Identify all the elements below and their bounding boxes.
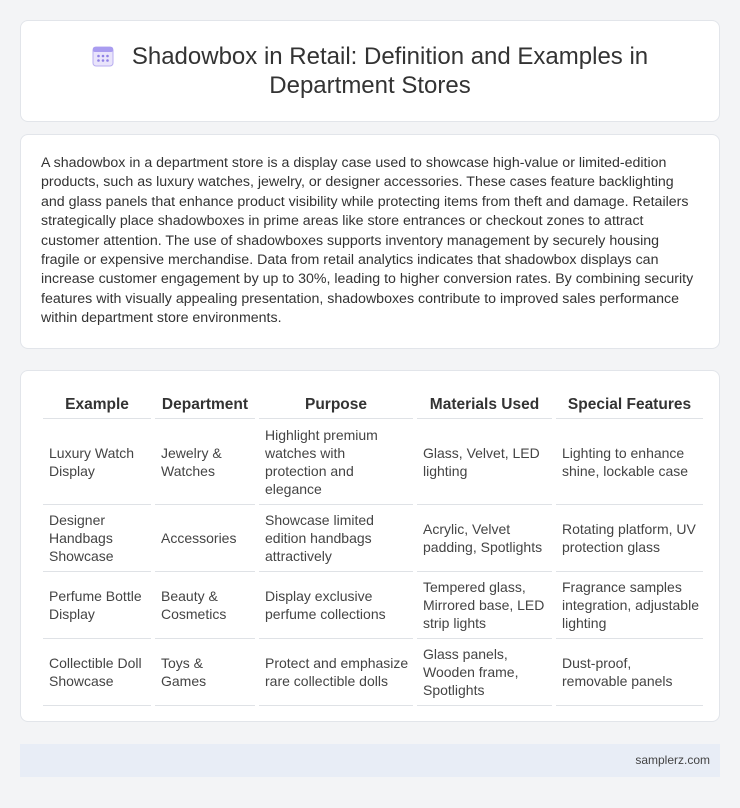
table-cell: Display exclusive perfume collections: [259, 572, 413, 639]
table-row: [43, 639, 703, 706]
column-header: Special Features: [556, 389, 703, 419]
table-cell: Perfume Bottle Display: [43, 572, 151, 639]
table-cell: Designer Handbags Showcase: [43, 505, 151, 572]
table-row: [43, 572, 703, 639]
table-cell: Glass, Velvet, LED lighting: [417, 419, 552, 505]
calendar-icon: [92, 45, 114, 67]
page-title-text: Shadowbox in Retail: Definition and Examples in Department Stores: [131, 43, 649, 99]
examples-table: [39, 389, 707, 706]
table-cell: Lighting to enhance shine, lockable case: [556, 419, 703, 505]
table-cell: Showcase limited edition handbags attractively: [259, 505, 413, 572]
description-card: [20, 134, 720, 349]
table-header-row: [43, 389, 703, 419]
table-cell: Collectible Doll Showcase: [43, 639, 151, 706]
table-cell: Dust-proof, removable panels: [556, 639, 703, 706]
table-cell: Fragrance samples integration, adjustable lighting: [556, 572, 703, 639]
table-row: [43, 419, 703, 505]
column-header: Example: [43, 389, 151, 419]
table-cell: Highlight premium watches with protection and elegance: [259, 419, 413, 505]
table-cell: Protect and emphasize rare collectible dolls: [259, 639, 413, 706]
footer-site-link[interactable]: samplerz.com: [635, 753, 710, 767]
title-card: [20, 20, 720, 122]
footer: [20, 744, 720, 777]
table-cell: Jewelry & Watches: [155, 419, 255, 505]
table-cell: Luxury Watch Display: [43, 419, 151, 505]
table-cell: Tempered glass, Mirrored base, LED strip lights: [417, 572, 552, 639]
table-cell: Accessories: [155, 505, 255, 572]
description-text: A shadowbox in a department store is a display case used to showcase high-value or limited-edition products, such as luxury watches, jewelry, or designer accessories. These cases feature backlighting and glass panels that enhance product visibility while protecting items from theft and damage. Retailers strategically place shadowboxes in prime areas like store entrances or checkout zones to attract customer attention. The use of shadowboxes supports inventory management by securely housing fragile or expensive merchandise. Data from retail analytics indicates that shadowbox displays can increase customer engagement by up to 30%, leading to higher conversion rates. By combining security features with visually appealing presentation, shadowboxes contribute to improved sales performance within department store environments.: [41, 155, 694, 327]
table-cell: Toys & Games: [155, 639, 255, 706]
table-cell: Beauty & Cosmetics: [155, 572, 255, 639]
table-cell: Rotating platform, UV protection glass: [556, 505, 703, 572]
title-wrap: [70, 42, 670, 100]
column-header: Purpose: [259, 389, 413, 419]
table-cell: Acrylic, Velvet padding, Spotlights: [417, 505, 552, 572]
column-header: Department: [155, 389, 255, 419]
column-header: Materials Used: [417, 389, 552, 419]
table-cell: Glass panels, Wooden frame, Spotlights: [417, 639, 552, 706]
page-title: [70, 42, 670, 100]
table-row: [43, 505, 703, 572]
table-card: [20, 370, 720, 722]
